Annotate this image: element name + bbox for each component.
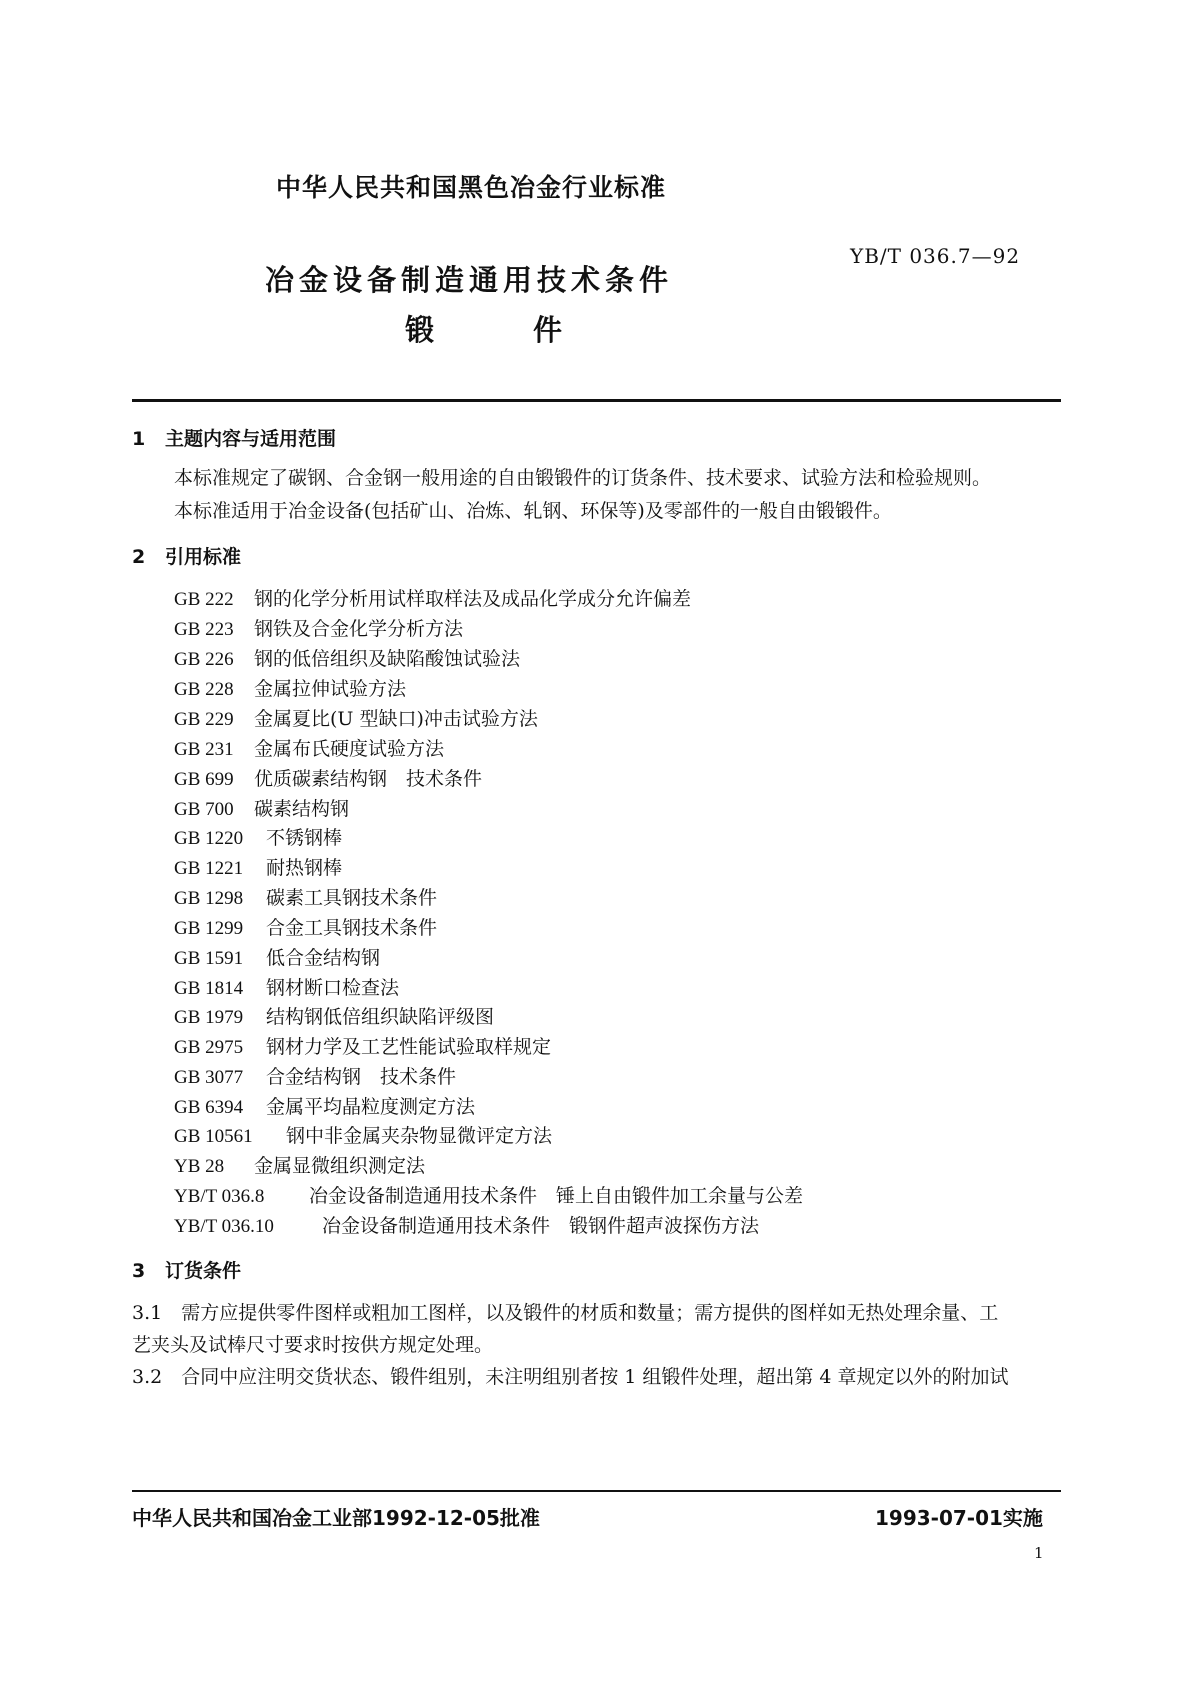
clause-3-1: 3.1 需方应提供零件图样或粗加工图样，以及锻件的材质和数量；需方提供的图样如无热处理余量、工 bbox=[132, 1302, 999, 1324]
reference-code: GB 223 bbox=[174, 619, 234, 640]
section-1-heading bbox=[132, 424, 336, 451]
reference-item bbox=[174, 704, 538, 731]
issuing-organization: 中华人民共和国黑色冶金行业标准 bbox=[276, 173, 667, 202]
reference-code: GB 6394 bbox=[174, 1097, 244, 1118]
reference-title: 钢材断口检查法 bbox=[266, 977, 400, 999]
reference-code: GB 3077 bbox=[174, 1067, 244, 1088]
reference-code: GB 10561 bbox=[174, 1126, 253, 1147]
reference-item bbox=[174, 1151, 425, 1178]
reference-item bbox=[174, 943, 380, 970]
reference-code: GB 1591 bbox=[174, 948, 244, 969]
reference-title: 结构钢低倍组织缺陷评级图 bbox=[266, 1006, 495, 1028]
reference-title: 金属平均晶粒度测定方法 bbox=[266, 1096, 476, 1118]
reference-code: GB 228 bbox=[174, 679, 234, 700]
reference-code: GB 700 bbox=[174, 799, 234, 820]
reference-title: 钢材力学及工艺性能试验取样规定 bbox=[266, 1036, 552, 1058]
reference-item bbox=[174, 584, 691, 611]
document-title: 冶金设备制造通用技术条件 bbox=[265, 263, 674, 297]
approval-statement: 中华人民共和国冶金工业部1992-12-05批准 bbox=[132, 1506, 540, 1530]
reference-item bbox=[174, 674, 406, 701]
reference-code: YB 28 bbox=[174, 1156, 225, 1177]
section-title: 主题内容与适用范围 bbox=[165, 428, 337, 450]
reference-item bbox=[174, 764, 482, 791]
section-title: 引用标准 bbox=[165, 546, 242, 568]
reference-code: GB 1220 bbox=[174, 828, 244, 849]
reference-code: GB 2975 bbox=[174, 1037, 244, 1058]
reference-code: GB 1299 bbox=[174, 918, 244, 939]
reference-title: 合金结构钢 技术条件 bbox=[266, 1066, 457, 1088]
reference-item bbox=[174, 1092, 475, 1119]
reference-item bbox=[174, 1002, 494, 1029]
reference-title: 钢的低倍组织及缺陷酸蚀试验法 bbox=[254, 648, 521, 670]
section-1-paragraph: 本标准规定了碳钢、合金钢一般用途的自由锻锻件的订货条件、技术要求、试验方法和检验规则。 bbox=[174, 467, 992, 489]
reference-title: 冶金设备制造通用技术条件 锤上自由锻件加工余量与公差 bbox=[309, 1185, 804, 1207]
reference-code: GB 231 bbox=[174, 739, 234, 760]
reference-title: 钢中非金属夹杂物显微评定方法 bbox=[286, 1125, 553, 1147]
document-subtitle-char-2: 件 bbox=[533, 313, 563, 347]
footer-divider bbox=[132, 1490, 1061, 1492]
implementation-date: 1993-07-01实施 bbox=[875, 1506, 1043, 1530]
section-number: 2 bbox=[132, 546, 146, 568]
reference-code: GB 1221 bbox=[174, 858, 244, 879]
reference-code: GB 1814 bbox=[174, 978, 244, 999]
section-number: 1 bbox=[132, 428, 146, 450]
reference-title: 碳素工具钢技术条件 bbox=[266, 887, 438, 909]
reference-code: YB/T 036.8 bbox=[174, 1186, 265, 1207]
document-subtitle-char-1: 锻 bbox=[405, 313, 435, 347]
clause-3-1-continuation: 艺夹头及试棒尺寸要求时按供方规定处理。 bbox=[132, 1334, 494, 1356]
reference-item bbox=[174, 883, 437, 910]
reference-title: 金属夏比(U 型缺口)冲击试验方法 bbox=[254, 708, 538, 730]
reference-code: GB 699 bbox=[174, 769, 234, 790]
reference-item bbox=[174, 1211, 759, 1238]
reference-title: 低合金结构钢 bbox=[266, 947, 381, 969]
section-title: 订货条件 bbox=[165, 1260, 242, 1282]
reference-title: 碳素结构钢 bbox=[254, 798, 350, 820]
reference-title: 冶金设备制造通用技术条件 锻钢件超声波探伤方法 bbox=[322, 1215, 760, 1237]
reference-item bbox=[174, 823, 342, 850]
reference-title: 不锈钢棒 bbox=[266, 827, 343, 849]
reference-item bbox=[174, 1032, 551, 1059]
page-number: 1 bbox=[1034, 1544, 1044, 1562]
clause-3-2: 3.2 合同中应注明交货状态、锻件组别，未注明组别者按 1 组锻件处理，超出第 4 章规定以外的附加试 bbox=[132, 1366, 1009, 1388]
section-number: 3 bbox=[132, 1260, 146, 1282]
reference-item bbox=[174, 644, 520, 671]
section-3-heading bbox=[132, 1256, 241, 1283]
reference-item bbox=[174, 1062, 456, 1089]
standard-code: YB/T 036.7—92 bbox=[850, 244, 1021, 268]
reference-item bbox=[174, 973, 399, 1000]
reference-title: 金属拉伸试验方法 bbox=[254, 678, 407, 700]
section-1-paragraph: 本标准适用于冶金设备(包括矿山、冶炼、轧钢、环保等)及零部件的一般自由锻锻件。 bbox=[174, 500, 892, 522]
reference-item bbox=[174, 853, 342, 880]
reference-title: 金属显微组织测定法 bbox=[254, 1155, 426, 1177]
reference-item bbox=[174, 734, 444, 761]
reference-item bbox=[174, 1121, 552, 1148]
reference-code: YB/T 036.10 bbox=[174, 1216, 274, 1237]
section-2-heading bbox=[132, 542, 241, 569]
reference-title: 优质碳素结构钢 技术条件 bbox=[254, 768, 483, 790]
reference-code: GB 1298 bbox=[174, 888, 244, 909]
reference-code: GB 226 bbox=[174, 649, 234, 670]
reference-title: 金属布氏硬度试验方法 bbox=[254, 738, 445, 760]
reference-code: GB 229 bbox=[174, 709, 234, 730]
reference-title: 耐热钢棒 bbox=[266, 857, 343, 879]
reference-item bbox=[174, 794, 349, 821]
title-divider bbox=[132, 399, 1061, 402]
reference-code: GB 1979 bbox=[174, 1007, 244, 1028]
reference-title: 合金工具钢技术条件 bbox=[266, 917, 438, 939]
reference-code: GB 222 bbox=[174, 589, 234, 610]
reference-item bbox=[174, 614, 463, 641]
reference-item bbox=[174, 913, 437, 940]
reference-title: 钢铁及合金化学分析方法 bbox=[254, 618, 464, 640]
reference-item bbox=[174, 1181, 803, 1208]
reference-title: 钢的化学分析用试样取样法及成品化学成分允许偏差 bbox=[254, 588, 692, 610]
